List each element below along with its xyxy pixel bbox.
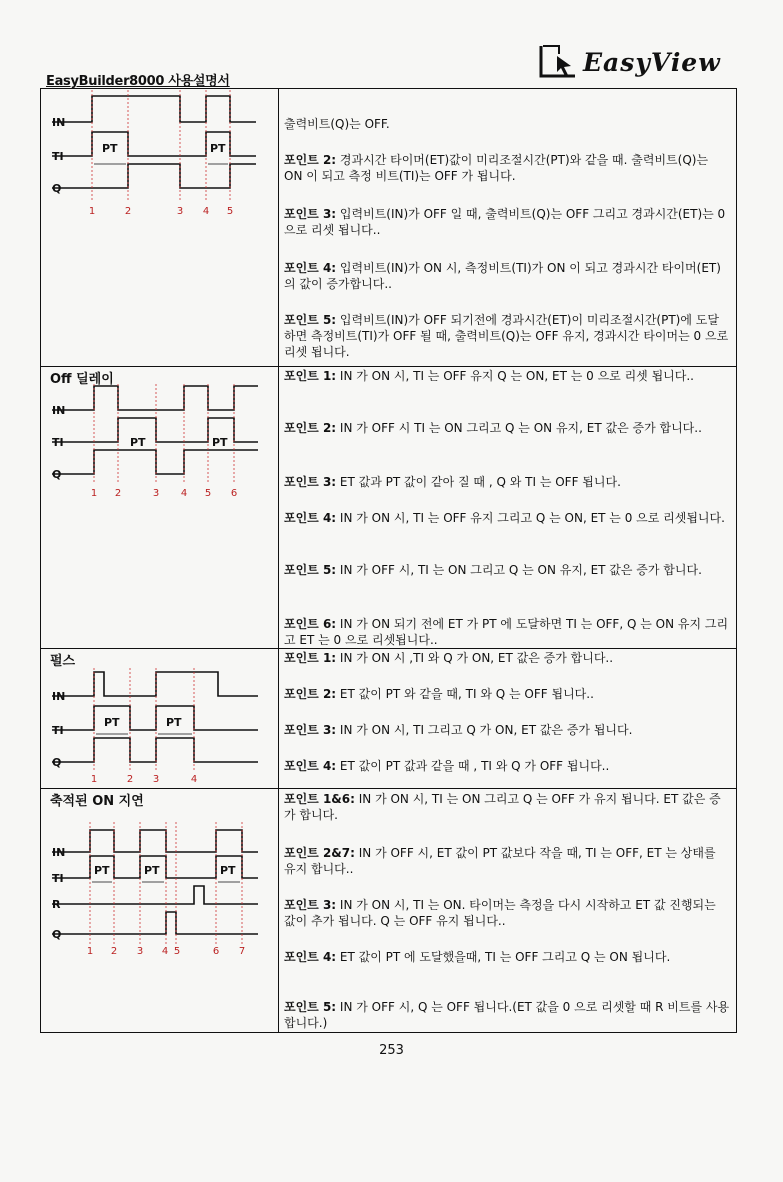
point-label: 포인트 6: [284, 617, 337, 631]
signal-label-ti: TI [52, 436, 64, 449]
point-label: 포인트 2: [284, 421, 337, 435]
point-label: 포인트 1: [284, 651, 337, 665]
tick-label: 5 [204, 488, 212, 499]
tick-label: 6 [212, 946, 220, 957]
point-label: 포인트 2: [284, 687, 337, 701]
section-title-accumulated-on-delay: 축적된 ON 지연 [50, 794, 144, 809]
point-text: IN 가 ON 시, TI 는 OFF 유지 Q 는 ON, ET 는 0 으로 리셋 됩니다.. [336, 369, 694, 383]
point-text: IN 가 OFF 시, TI 는 ON 그리고 Q 는 ON 유지, ET 값은 증가 합니다. [336, 563, 702, 577]
point-text: 입력비트(IN)가 OFF 일 때, 출력비트(Q)는 OFF 그리고 경과시간(ET)는 0 으로 리셋 됩니다.. [284, 207, 726, 237]
pt-label: PT [130, 436, 146, 449]
point-text: IN 가 OFF 시 TI 는 ON 그리고 Q 는 ON 유지, ET 값은 증가 합니다.. [336, 421, 702, 435]
point-text: IN 가 ON 되기 전에 ET 가 PT 에 도달하면 TI 는 OFF, Q 는 ON 유지 그리고 ET 는 0 으로 리셋됩니다.. [284, 617, 729, 647]
point-text: 입력비트(IN)가 OFF 되기전에 경과시간(ET)이 미리조절시간(PT)에 도달 하면 측정비트(TI)가 OFF 될 때, 출력비트(Q)는 OFF 유지, 경과시간 타이머는 0 으로 리셋 됩니다. [284, 313, 729, 359]
point-label: 포인트 3: [284, 207, 337, 221]
signal-label-ti: TI [52, 872, 64, 885]
signal-label-q: Q [52, 756, 62, 769]
easyview-logo [537, 40, 727, 84]
tick-label: 1 [90, 774, 98, 785]
logo-cursor-icon [537, 40, 583, 84]
point-text: ET 값이 PT 값과 같을 때 , TI 와 Q 가 OFF 됩니다.. [336, 759, 610, 773]
signal-label-in: IN [52, 404, 66, 417]
signal-label-ti: TI [52, 724, 64, 737]
tick-label: 1 [90, 488, 98, 499]
pt-label: PT [94, 864, 110, 877]
signal-label-in: IN [52, 690, 66, 703]
row-divider [40, 366, 737, 367]
pt-label: PT [220, 864, 236, 877]
point-label: 포인트 2: [284, 153, 337, 167]
signal-label-in: IN [52, 116, 66, 129]
point-label: 포인트 4: [284, 511, 337, 525]
pt-label: PT [144, 864, 160, 877]
signal-label-q: Q [52, 928, 62, 941]
point-text: IN 가 ON 시 ,TI 와 Q 가 ON, ET 값은 증가 합니다.. [336, 651, 614, 665]
accumulated-on-delay-timing-diagram [44, 822, 274, 962]
point-text: 입력비트(IN)가 ON 시, 측정비트(TI)가 ON 이 되고 경과시간 타이머(ET)의 값이 증가합니다.. [284, 261, 721, 291]
tick-label: 4 [161, 946, 169, 957]
point-text: ET 값과 PT 값이 같아 질 때 , Q 와 TI 는 OFF 됩니다. [336, 475, 621, 489]
point-text: 출력비트(Q)는 OFF. [284, 117, 390, 131]
point-text: IN 가 ON 시, TI 는 ON 그리고 Q 는 OFF 가 유지 됩니다. ET 값은 증가 합니다. [284, 792, 721, 822]
brand-name: EasyView [583, 48, 721, 77]
pulse-timing-diagram [44, 668, 274, 786]
tick-label: 5 [173, 946, 181, 957]
tick-label: 2 [110, 946, 118, 957]
point-text: 경과시간 타이머(ET)값이 미리조절시간(PT)와 같을 때. 출력비트(Q)는 ON 이 되고 측정 비트(TI)는 OFF 가 됩니다. [284, 153, 709, 183]
point-label: 포인트 4: [284, 950, 337, 964]
tick-label: 3 [136, 946, 144, 957]
point-label: 포인트 3: [284, 475, 337, 489]
point-label: 포인트 1: [284, 369, 337, 383]
on-delay-timing-diagram [44, 90, 274, 220]
section-title-pulse: 펄스 [50, 654, 76, 669]
signal-label-r: R [52, 898, 61, 911]
column-divider [278, 88, 279, 1033]
signal-label-q: Q [52, 468, 62, 481]
tick-label: 2 [124, 206, 132, 217]
tick-label: 2 [114, 488, 122, 499]
point-label: 포인트 4: [284, 261, 337, 275]
tick-label: 1 [86, 946, 94, 957]
point-text: IN 가 ON 시, TI 는 ON. 타이머는 측정을 다시 시작하고 ET 값 진행되는 값이 추가 됩니다. Q 는 OFF 유지 됩니다.. [284, 898, 716, 928]
point-label: 포인트 2&7: [284, 846, 355, 860]
point-text: ET 값이 PT 에 도달했을때, TI 는 OFF 그리고 Q 는 ON 됩니다. [336, 950, 671, 964]
point-text: IN 가 ON 시, TI 는 OFF 유지 그리고 Q 는 ON, ET 는 0 으로 리셋됩니다. [336, 511, 725, 525]
pt-label: PT [104, 716, 120, 729]
tick-label: 4 [190, 774, 198, 785]
point-label: 포인트 3: [284, 898, 337, 912]
tick-label: 3 [176, 206, 184, 217]
pt-label: PT [210, 142, 226, 155]
point-text: IN 가 OFF 시, ET 값이 PT 값보다 작을 때, TI 는 OFF, ET 는 상태를 유지 합니다.. [284, 846, 716, 876]
pt-label: PT [212, 436, 228, 449]
signal-label-in: IN [52, 846, 66, 859]
point-text: IN 가 OFF 시, Q 는 OFF 됩니다.(ET 값을 0 으로 리셋할 때 R 비트를 사용합니다.) [284, 1000, 730, 1030]
point-label: 포인트 5: [284, 1000, 337, 1014]
tick-label: 6 [230, 488, 238, 499]
tick-label: 4 [202, 206, 210, 217]
pt-label: PT [166, 716, 182, 729]
tick-label: 5 [226, 206, 234, 217]
point-label: 포인트 5: [284, 313, 337, 327]
off-delay-timing-diagram [44, 384, 274, 502]
pt-label: PT [102, 142, 118, 155]
point-label: 포인트 1&6: [284, 792, 355, 806]
tick-label: 4 [180, 488, 188, 499]
point-text: IN 가 ON 시, TI 그리고 Q 가 ON, ET 값은 증가 됩니다. [336, 723, 633, 737]
tick-label: 2 [126, 774, 134, 785]
row-divider [40, 788, 737, 789]
point-label: 포인트 3: [284, 723, 337, 737]
point-label: 포인트 4: [284, 759, 337, 773]
tick-label: 7 [238, 946, 246, 957]
manual-title: EasyBuilder8000 사용설명서 [46, 74, 230, 89]
row-divider [40, 648, 737, 649]
tick-label: 3 [152, 488, 160, 499]
page-number: 253 [379, 1043, 404, 1058]
tick-label: 1 [88, 206, 96, 217]
signal-label-q: Q [52, 182, 62, 195]
point-text: ET 값이 PT 와 같을 때, TI 와 Q 는 OFF 됩니다.. [336, 687, 594, 701]
tick-label: 3 [152, 774, 160, 785]
point-label: 포인트 5: [284, 563, 337, 577]
section-title-off-delay: Off 딜레이 [50, 372, 114, 387]
signal-label-ti: TI [52, 150, 64, 163]
